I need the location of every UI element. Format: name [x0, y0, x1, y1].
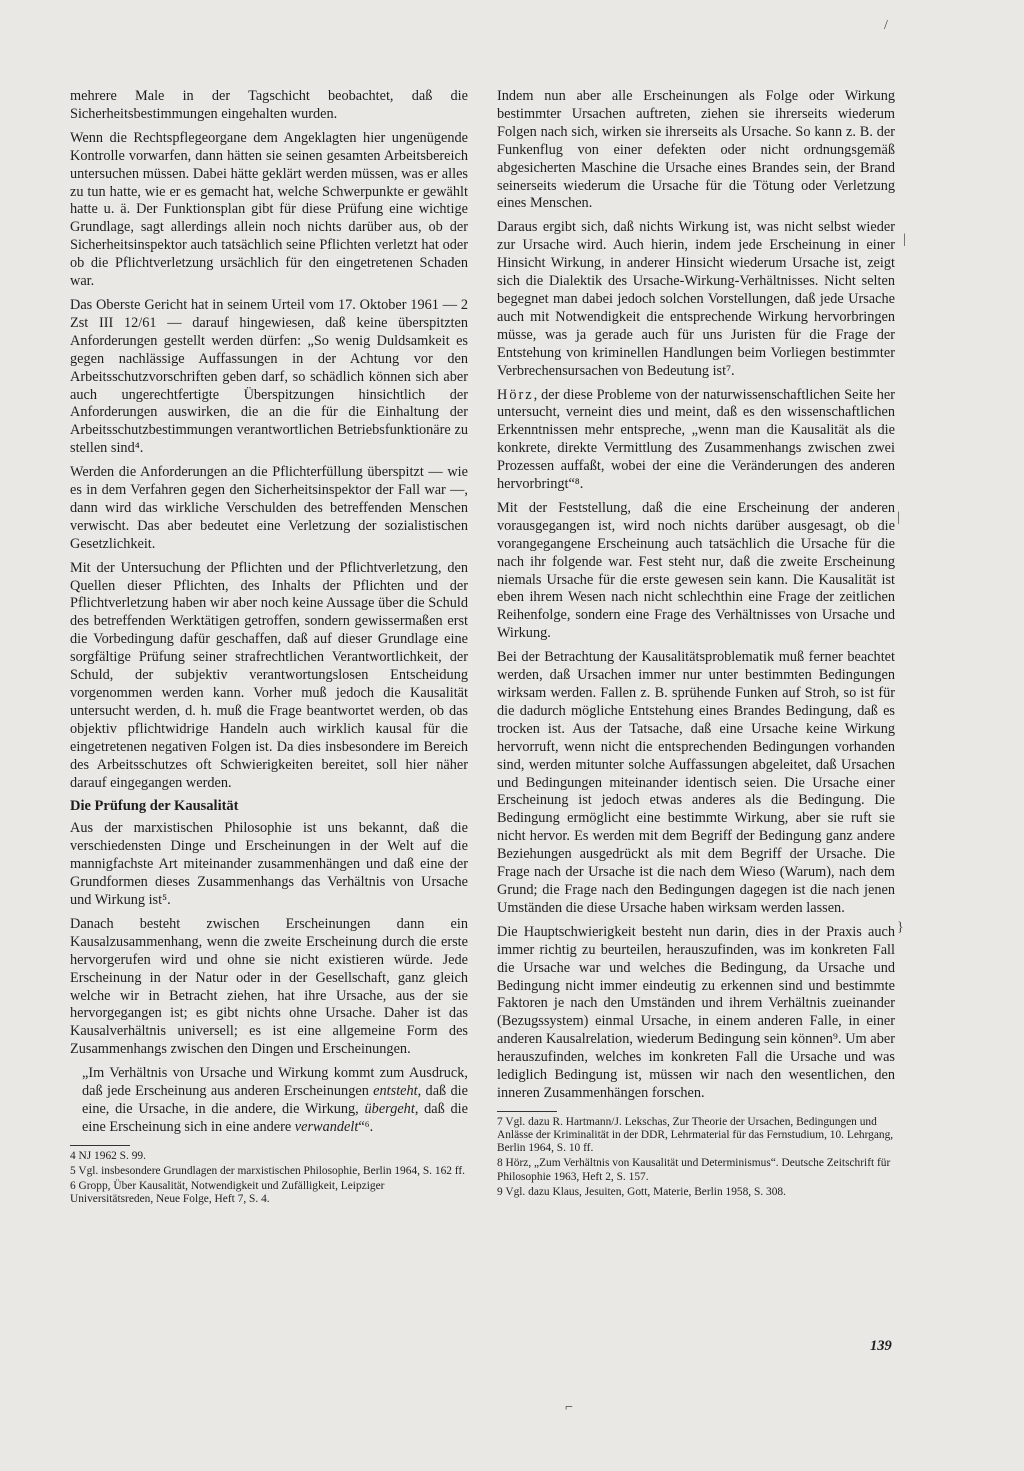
margin-mark: | — [903, 232, 906, 247]
margin-mark: ⌐ — [565, 1400, 573, 1415]
quote-part: , daß die eine Erscheinung sich in eine andere — [82, 1100, 468, 1135]
right-paragraph-5: Bei der Betrachtung der Kausalitätsproblematik muß ferner beachtet werden, daß Ursachen immer nur unter bestimmten Bedingungen wirksam werden. Fallen z. B. sprühende Funken auf Stroh, so ist für die dadurch mögliche Entstehung eines Brandes Bedingung, daß es trocken ist. Aus der Tatsache, daß eine Ursache keine Wirkung hervorruft, wenn nicht die entsprechenden Bedingungen vorhanden sind, werden mitunter solche Auffassungen abgeleitet, daß Ursachen und Bedingungen miteinander identisch seien. Die Ursache einer Erscheinung ist jedoch etwas anderes als die Bedingung. Die Bedingung ermöglicht eine bestimmte Wirkung, aber sie ruft sie nicht hervor. Es werden mit dem Begriff der Bedingung ganz andere Beziehungen ausgedrückt als mit dem Begriff der Ursache. Die Frage nach der Ursache ist die nach dem Wieso (Warum), nach dem Grund; die Frage nach den Bedingungen dagegen ist die nach jenen Umständen die diese Ursache haben wirksam werden lassen. — [497, 649, 895, 916]
quote-part: , daß die eine, die Ursache, in die andere, die Wirkung, — [82, 1083, 468, 1117]
footnote-6: 6 Gropp, Über Kausalität, Notwendigkeit und Zufälligkeit, Leipziger Universitätsreden, Neue Folge, Heft 7, S. 4. — [70, 1180, 385, 1206]
right-paragraph-2: Daraus ergibt sich, daß nichts Wirkung ist, was nicht selbst wieder zur Ursache wird. Auch hierin, indem jede Erscheinung in einer Hinsicht Wirkung, in anderer Hinsicht wiederum Ursache ist, zeigt sich die Dialektik des Ursache-Wirkung-Verhältnisses. Nicht selten begegnet man dabei jedoch solchen Vorstellungen, daß jede Ursache auch mit Notwendigkeit die entsprechende Wirkung hervorbringen müsse, was ja gerade auch für uns Juristen für die Frage der Entstehung von kriminellen Handlungen beim Vorliegen bestimmter Verbrechensursachen von Bedeutung ist⁷. — [497, 219, 895, 379]
footnote-5: 5 Vgl. insbesondere Grundlagen der marxistischen Philosophie, Berlin 1964, S. 162 ff. — [70, 1164, 466, 1177]
right-paragraph-3 — [497, 387, 895, 494]
left-footnotes — [70, 1150, 468, 1207]
right-paragraph-1: Indem nun aber alle Erscheinungen als Folge oder Wirkung bestimmter Ursachen auftreten, ziehen sie ihrerseits wiederum Folgen nach sich, wirken sie ihrerseits als Ursache. So kann z. B. der Funkenflug von einer defekten oder nicht ordnungsgemäß abgesicherten Maschine die Ursache eines Brandes sein, der Brand seinerseits wiederum die Ursache für die Tötung oder Verletzung eines Menschen. — [497, 88, 895, 212]
footnote-7: 7 Vgl. dazu R. Hartmann/J. Lekschas, Zur Theorie der Ursachen, Bedingungen und Anlässe der Kriminalität in der DDR, Lehrmaterial für das Fernstudium, 10. Lehrgang, Berlin 1964, S. 10 ff. — [497, 1115, 894, 1155]
right-column — [497, 88, 895, 1201]
left-paragraph-5: Mit der Untersuchung der Pflichten und der Pflichtverletzung, den Quellen dieser Pflichten, des Inhalts der Pflichten und der Pflichtverletzung haben wir aber noch keine Aussage über die Schuld des betreffenden Werktätigen getroffen, sondern gewissermaßen erst die Vorbedingung dafür geschaffen, daß auf dieser Grundlage eine sorgfältige Prüfung seiner strafrechtlichen Verantwortlichkeit, der Schuld, der subjektiv verantwortungslosen Entscheidung vorgenommen werden kann. Vorher muß jedoch die Kausalität untersucht werden, d. h. muß die Frage beantwortet werden, ob das objektiv pflichtwidrige Handeln auch wirklich kausal für die eingetretenen negativen Folgen ist. Da dies insbesondere im Bereich des Arbeitsschutzes oft Schwierigkeiten bereitet, soll hier näher darauf eingegangen werden. — [70, 559, 468, 791]
right-paragraph-4: Mit der Feststellung, daß die eine Erscheinung der anderen vorausgegangen ist, wird noch nichts darüber ausgesagt, ob die vorangegangene Erscheinung auch tatsächlich die Ursache für die nach ihr folgende war. Fest steht nur, daß die zweite Erscheinung niemals Ursache für die erste gewesen sein kann. Die Kausalität ist eben ihrem Wesen nach nicht schlechthin eine Frage der zeitlichen Reihenfolge, sondern eine Frage des Verhältnisses von Ursache und Wirkung. — [497, 499, 895, 642]
section-heading: Die Prüfung der Kausalität — [70, 798, 239, 815]
left-column — [70, 88, 468, 1209]
left-paragraph-1: mehrere Male in der Tagschicht beobachtet, daß die Sicherheitsbestimmungen eingehalten wurden. — [70, 88, 468, 122]
left-paragraph-6: Aus der marxistischen Philosophie ist uns bekannt, daß die verschiedensten Dinge und Erscheinungen in der Welt auf die mannigfachste Art miteinander zusammenhängen und daß eine der Grundformen dieses Zusammenhangs das Verhältnis von Ursache und Wirkung ist⁵. — [70, 820, 468, 908]
left-paragraph-4: Werden die Anforderungen an die Pflichterfüllung überspitzt — wie es in dem Verfahren gegen den Sicherheitsinspektor der Fall war —, dann wird das wirkliche Verschulden des betreffenden Menschen verwischt. Das aber bedeutet eine Verletzung der sozialistischen Gesetzlichkeit. — [70, 464, 468, 552]
right-footnotes — [497, 1116, 895, 1199]
right-paragraph-3-text: , der diese Probleme von der naturwissenschaftlichen Seite her untersucht, verneint dies und meint, daß es den wissenschaftlichen Erkenntnissen mehr entspreche, „wenn man die Kausalität als die konkrete, direkte Vermittlung des Zusammenhangs zwischen zwei Prozessen auffaßt, wobei der eine die Veränderungen des anderen hervorbringt“⁸. — [497, 386, 895, 493]
footnote-rule — [70, 1145, 130, 1146]
block-quote — [70, 1065, 468, 1137]
left-paragraph-2: Wenn die Rechtspflegeorgane dem Angeklagten hier ungenügende Kontrolle vorwarfen, dann hätten sie seinen gesamten Arbeitsbereich untersuchen müssen. Dabei hätte geklärt werden müssen, was er alles zu tun hatte, wie er es gemacht hat, welche Schwerpunkte er gewählt hatte u. ä. Der Funktionsplan gibt für diese Prüfung eine wichtige Grundlage, sagt allerdings allein noch nichts darüber aus, ob der Sicherheitsinspektor auch tatsächlich seine Pflichten verletzt hat oder ob die Pflichtverletzung ursächlich für den eingetretenen Schaden war. — [70, 129, 468, 290]
margin-mark: / — [884, 18, 888, 33]
footnote-rule — [497, 1111, 557, 1112]
left-paragraph-7: Danach besteht zwischen Erscheinungen dann ein Kausalzusammenhang, wenn die zweite Erscheinung durch die erste hervorgerufen wird und ohne sie nicht existieren würde. Jede Erscheinung in der Natur oder in der Gesellschaft, ganz gleich welche wir in Betracht ziehen, hat ihre Ursache, aus der sie hervorgegangen ist; es gibt nichts ohne Ursache. Daher ist das Kausalverhältnis universell; es ist eine allgemeine Form des Zusammenhangs zwischen den Dingen und Erscheinungen. — [70, 915, 468, 1058]
margin-mark: } — [897, 920, 904, 935]
footnote-8: 8 Hörz, „Zum Verhältnis von Kausalität und Determinismus“. Deutsche Zeitschrift für Philosophie 1963, Heft 2, S. 157. — [497, 1157, 891, 1183]
author-name: Hörz — [497, 386, 534, 403]
quote-emphasis: entsteht — [373, 1083, 418, 1100]
footnote-9: 9 Vgl. dazu Klaus, Jesuiten, Gott, Materie, Berlin 1958, S. 308. — [497, 1185, 786, 1198]
left-paragraph-3: Das Oberste Gericht hat in seinem Urteil vom 17. Oktober 1961 — 2 Zst III 12/61 — darauf hingewiesen, daß keine überspitzten Anforderungen gestellt werden dürfen: „So wenig Duldsamkeit es gegen nachlässige Auffassungen in der Achtung vor den Arbeitsschutzvorschriften geben darf, so schädlich können sich aber auch ungerechtfertigte Überspitzungen hinsichtlich der Anforderungen auswirken, die an die für die Einhaltung der Arbeitsschutzbestimmungen verantwortlichen Betriebsfunktionäre zu stellen sind⁴. — [70, 296, 468, 457]
footnote-4: 4 NJ 1962 S. 99. — [70, 1149, 146, 1162]
margin-mark: | — [897, 510, 900, 525]
right-paragraph-6: Die Hauptschwierigkeit besteht nun darin, dies in der Praxis auch immer richtig zu beurteilen, herauszufinden, was im konkreten Fall die Ursache war und welches die Bedingung, da Ursache und Bedingung nicht immer eindeutig zu erkennen sind und bestimmte Faktoren je nach den Umständen und ihrem Verhältnis zueinander (Bezugssystem) einmal Ursache, in einem anderen Falle, in einer anderen Kausalrelation, wiederum Bedingung sein können⁹. Um aber herauszufinden, welches im konkreten Fall die Ursache und was lediglich Bedingung ist, müssen wir nach den wesentlichen, den inneren Zusammenhängen forschen. — [497, 923, 895, 1101]
quote-part: „Im Verhältnis von Ursache und Wirkung kommt zum Ausdruck, daß jede Erscheinung aus anderen Erscheinungen — [82, 1065, 468, 1100]
quote-part: “⁶. — [358, 1118, 374, 1135]
page-number: 139 — [870, 1338, 892, 1354]
quote-emphasis: übergeht — [364, 1100, 415, 1117]
quote-emphasis: verwandelt — [294, 1118, 359, 1135]
